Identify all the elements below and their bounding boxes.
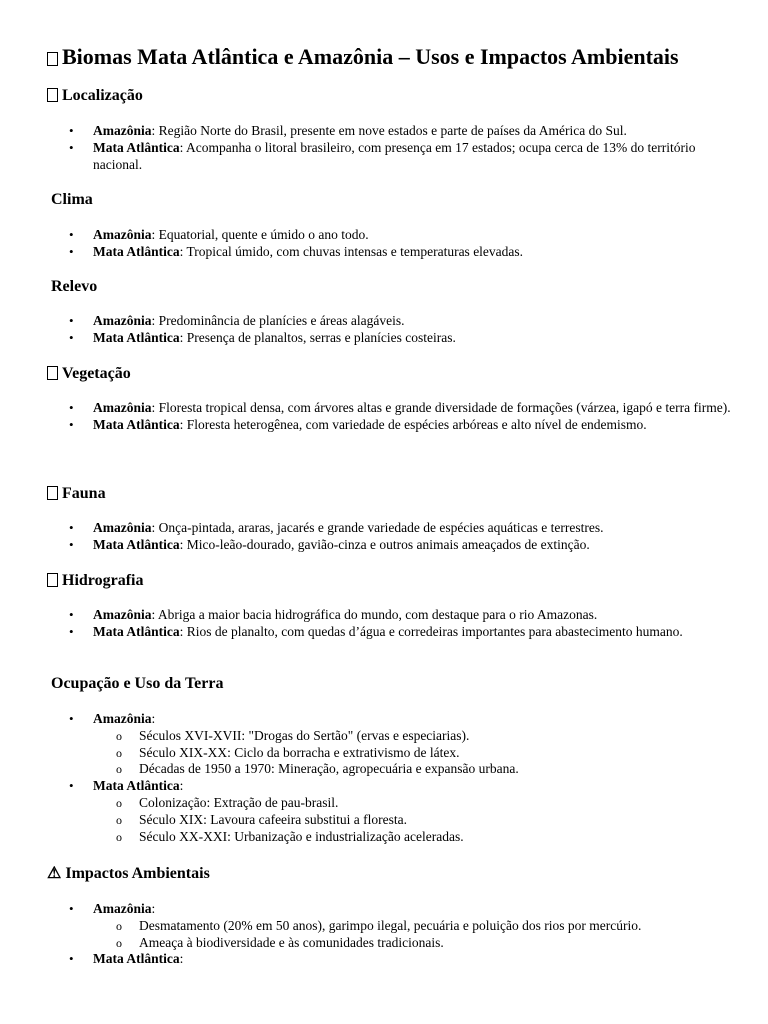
list-hidrografia [93,607,733,641]
list-item: • Mata Atlântica: Rios de planalto, com quedas d’água e corredeiras importantes para abastecimento humano. [93,624,733,641]
list-item: • Mata Atlântica: Presença de planaltos, serras e planícies costeiras. [93,330,733,347]
list-item: • Amazônia: o Séculos XVI-XVII: "Drogas do Sertão" (ervas e especiarias). o Século XIX-XX: Ciclo da borracha e extrativismo de látex. o Décadas de 1950 a 1970: Mineração, agropecuária e expansão urbana. [93,711,733,778]
heading-vegetacao: Vegetação [47,364,131,384]
sub-list-item: o Séculos XVI-XVII: "Drogas do Sertão" (ervas e especiarias). [139,728,733,745]
list-relevo [93,313,733,347]
list-item: • Amazônia: Região Norte do Brasil, presente em nove estados e parte de países da América do Sul. [93,123,733,140]
sub-list-item: o Século XIX: Lavoura cafeeira substitui a floresta. [139,812,733,829]
document-title: Biomas Mata Atlântica e Amazônia – Usos e Impactos Ambientais [47,44,679,70]
heading-clima: Clima [51,191,93,208]
list-item: • Amazônia: Onça-pintada, araras, jacarés e grande variedade de espécies aquáticas e terrestres. [93,520,733,537]
sublist-ocupacao-amazonia [93,728,733,778]
sub-list-item: o Desmatamento (20% em 50 anos), garimpo ilegal, pecuária e poluição dos rios por mercúrio. [139,918,733,935]
list-item: • Mata Atlântica: Tropical úmido, com chuvas intensas e temperaturas elevadas. [93,244,733,261]
list-item: • Amazônia: Floresta tropical densa, com árvores altas e grande diversidade de formações (várzea, igapó e terra firme). [93,400,733,417]
sub-list-item: o Colonização: Extração de pau-brasil. [139,795,733,812]
list-clima [93,227,733,261]
sublist-impactos-amazonia [93,918,733,952]
list-fauna [93,520,733,554]
missing-glyph-icon [47,486,58,500]
list-item: • Mata Atlântica: [93,951,733,968]
list-item: • Mata Atlântica: Mico-leão-dourado, gavião-cinza e outros animais ameaçados de extinção. [93,537,733,554]
warning-icon: ⚠ [47,865,62,882]
heading-ocupacao: Ocupação e Uso da Terra [51,675,224,692]
list-item: • Amazônia: Predominância de planícies e áreas alagáveis. [93,313,733,330]
list-localizacao [93,123,733,173]
sub-list-item: o Século XIX-XX: Ciclo da borracha e extrativismo de látex. [139,745,733,762]
list-item: • Mata Atlântica: Acompanha o litoral brasileiro, com presença em 17 estados; ocupa cerca de 13% do território nacional. [93,140,733,174]
list-ocupacao [93,711,733,845]
heading-hidrografia: Hidrografia [47,571,143,591]
heading-localizacao: Localização [47,86,143,106]
heading-fauna: Fauna [47,484,106,504]
list-item: • Amazônia: Abriga a maior bacia hidrográfica do mundo, com destaque para o rio Amazonas. [93,607,733,624]
missing-glyph-icon [47,366,58,380]
heading-impactos: ⚠ Impactos Ambientais [47,865,210,882]
sublist-ocupacao-mata [93,795,733,845]
sub-list-item: o Décadas de 1950 a 1970: Mineração, agropecuária e expansão urbana. [139,761,733,778]
missing-glyph-icon [47,52,58,66]
sub-list-item: o Ameaça à biodiversidade e às comunidades tradicionais. [139,935,733,952]
heading-relevo: Relevo [51,278,98,295]
list-item: • Amazônia: o Desmatamento (20% em 50 anos), garimpo ilegal, pecuária e poluição dos rios por mercúrio. o Ameaça à biodiversidade e às comunidades tradicionais. [93,901,733,951]
missing-glyph-icon [47,88,58,102]
sub-list-item: o Século XX-XXI: Urbanização e industrialização aceleradas. [139,829,733,846]
list-item: • Amazônia: Equatorial, quente e úmido o ano todo. [93,227,733,244]
missing-glyph-icon [47,573,58,587]
list-item: • Mata Atlântica: Floresta heterogênea, com variedade de espécies arbóreas e alto nível de endemismo. [93,417,733,434]
list-item: • Mata Atlântica: o Colonização: Extração de pau-brasil. o Século XIX: Lavoura cafeeira substitui a floresta. o Século XX-XXI: Urbanização e industrialização aceleradas. [93,778,733,845]
list-impactos [93,901,733,968]
list-vegetacao [93,400,733,434]
